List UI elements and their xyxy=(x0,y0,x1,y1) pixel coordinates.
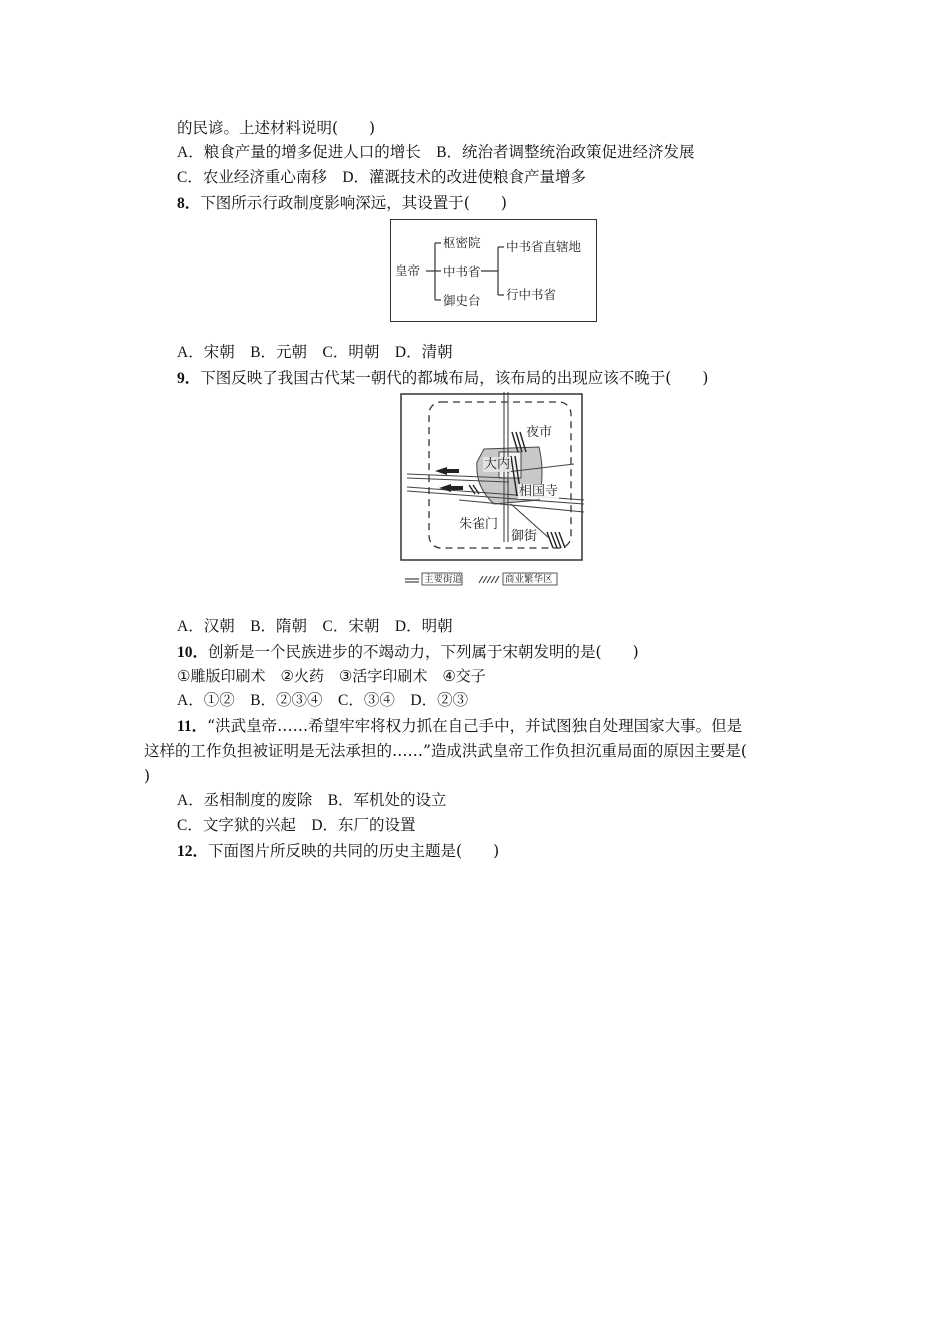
q8-diagram-root: 皇帝 xyxy=(395,263,421,278)
q9-legend-commerce: 商业繁华区 xyxy=(505,574,553,585)
q8-diagram-branch-2: 中书省 xyxy=(443,264,481,279)
q8-options: A．宋朝 B．元朝 C．明朝 D．清朝 xyxy=(177,344,453,361)
q11-options-line2: C．文字狱的兴起 D．东厂的设置 xyxy=(177,817,416,834)
q10-items: ①雕版印刷术 ②火药 ③活字印刷术 ④交子 xyxy=(177,667,486,685)
q12-stem: 下面图片所反映的共同的历史主题是( ) xyxy=(208,842,500,860)
q11-stem-line3: ) xyxy=(144,767,151,785)
q7-stem-continuation: 的民谚。上述材料说明( ) xyxy=(177,119,376,137)
q10-stem: 创新是一个民族进步的不竭动力，下列属于宋朝发明的是( ) xyxy=(208,643,639,661)
q9-map-label-gate: 朱雀门 xyxy=(459,517,499,532)
q10-question xyxy=(177,642,639,663)
q11-number: 11． xyxy=(177,718,208,735)
q8-stem: 下图所示行政制度影响深远，其设置于( ) xyxy=(200,194,507,212)
q10-number: 10． xyxy=(177,644,209,661)
q8-number: 8． xyxy=(177,195,201,212)
q9-stem: 下图反映了我国古代某一朝代的都城布局，该布局的出现应该不晚于( ) xyxy=(200,369,709,387)
q8-diagram-branch-1: 枢密院 xyxy=(443,235,481,250)
q8-diagram-branch-3: 御史台 xyxy=(443,293,481,308)
q11-question-line1 xyxy=(177,716,742,737)
q10-options: A．①② B．②③④ C．③④ D．②③ xyxy=(177,692,469,709)
q9-capital-map xyxy=(399,392,585,590)
q9-question xyxy=(177,368,708,389)
q8-admin-diagram xyxy=(390,219,597,322)
q9-map-label-avenue: 御街 xyxy=(511,529,538,544)
q12-question xyxy=(177,841,499,862)
q8-diagram-sub-2: 行中书省 xyxy=(506,287,557,302)
q9-map-label-night-market: 夜市 xyxy=(526,425,553,440)
q11-stem-line1: “洪武皇帝……希望牢牢将权力抓在自己手中，并试图独自处理国家大事。但是 xyxy=(207,717,743,735)
q11-options-line1: A．丞相制度的废除 B．军机处的设立 xyxy=(177,792,447,809)
q7-options-line1: A．粮食产量的增多促进人口的增长 B．统治者调整统治政策促进经济发展 xyxy=(177,144,695,161)
q9-options: A．汉朝 B．隋朝 C．宋朝 D．明朝 xyxy=(177,618,453,635)
q9-number: 9． xyxy=(177,370,201,387)
q8-question xyxy=(177,193,507,214)
q12-number: 12． xyxy=(177,843,209,860)
q9-map-label-palace: 大内 xyxy=(484,457,511,472)
q9-legend-street: 主要街道 xyxy=(424,574,463,585)
q8-diagram-lines xyxy=(390,219,597,322)
q9-map-label-temple: 相国寺 xyxy=(519,484,559,499)
q7-options-line2: C．农业经济重心南移 D．灌溉技术的改进使粮食产量增多 xyxy=(177,169,587,186)
q11-stem-line2: 这样的工作负担被证明是无法承担的……”造成洪武皇帝工作负担沉重局面的原因主要是( xyxy=(144,742,747,760)
q8-diagram-sub-1: 中书省直辖地 xyxy=(506,239,582,254)
